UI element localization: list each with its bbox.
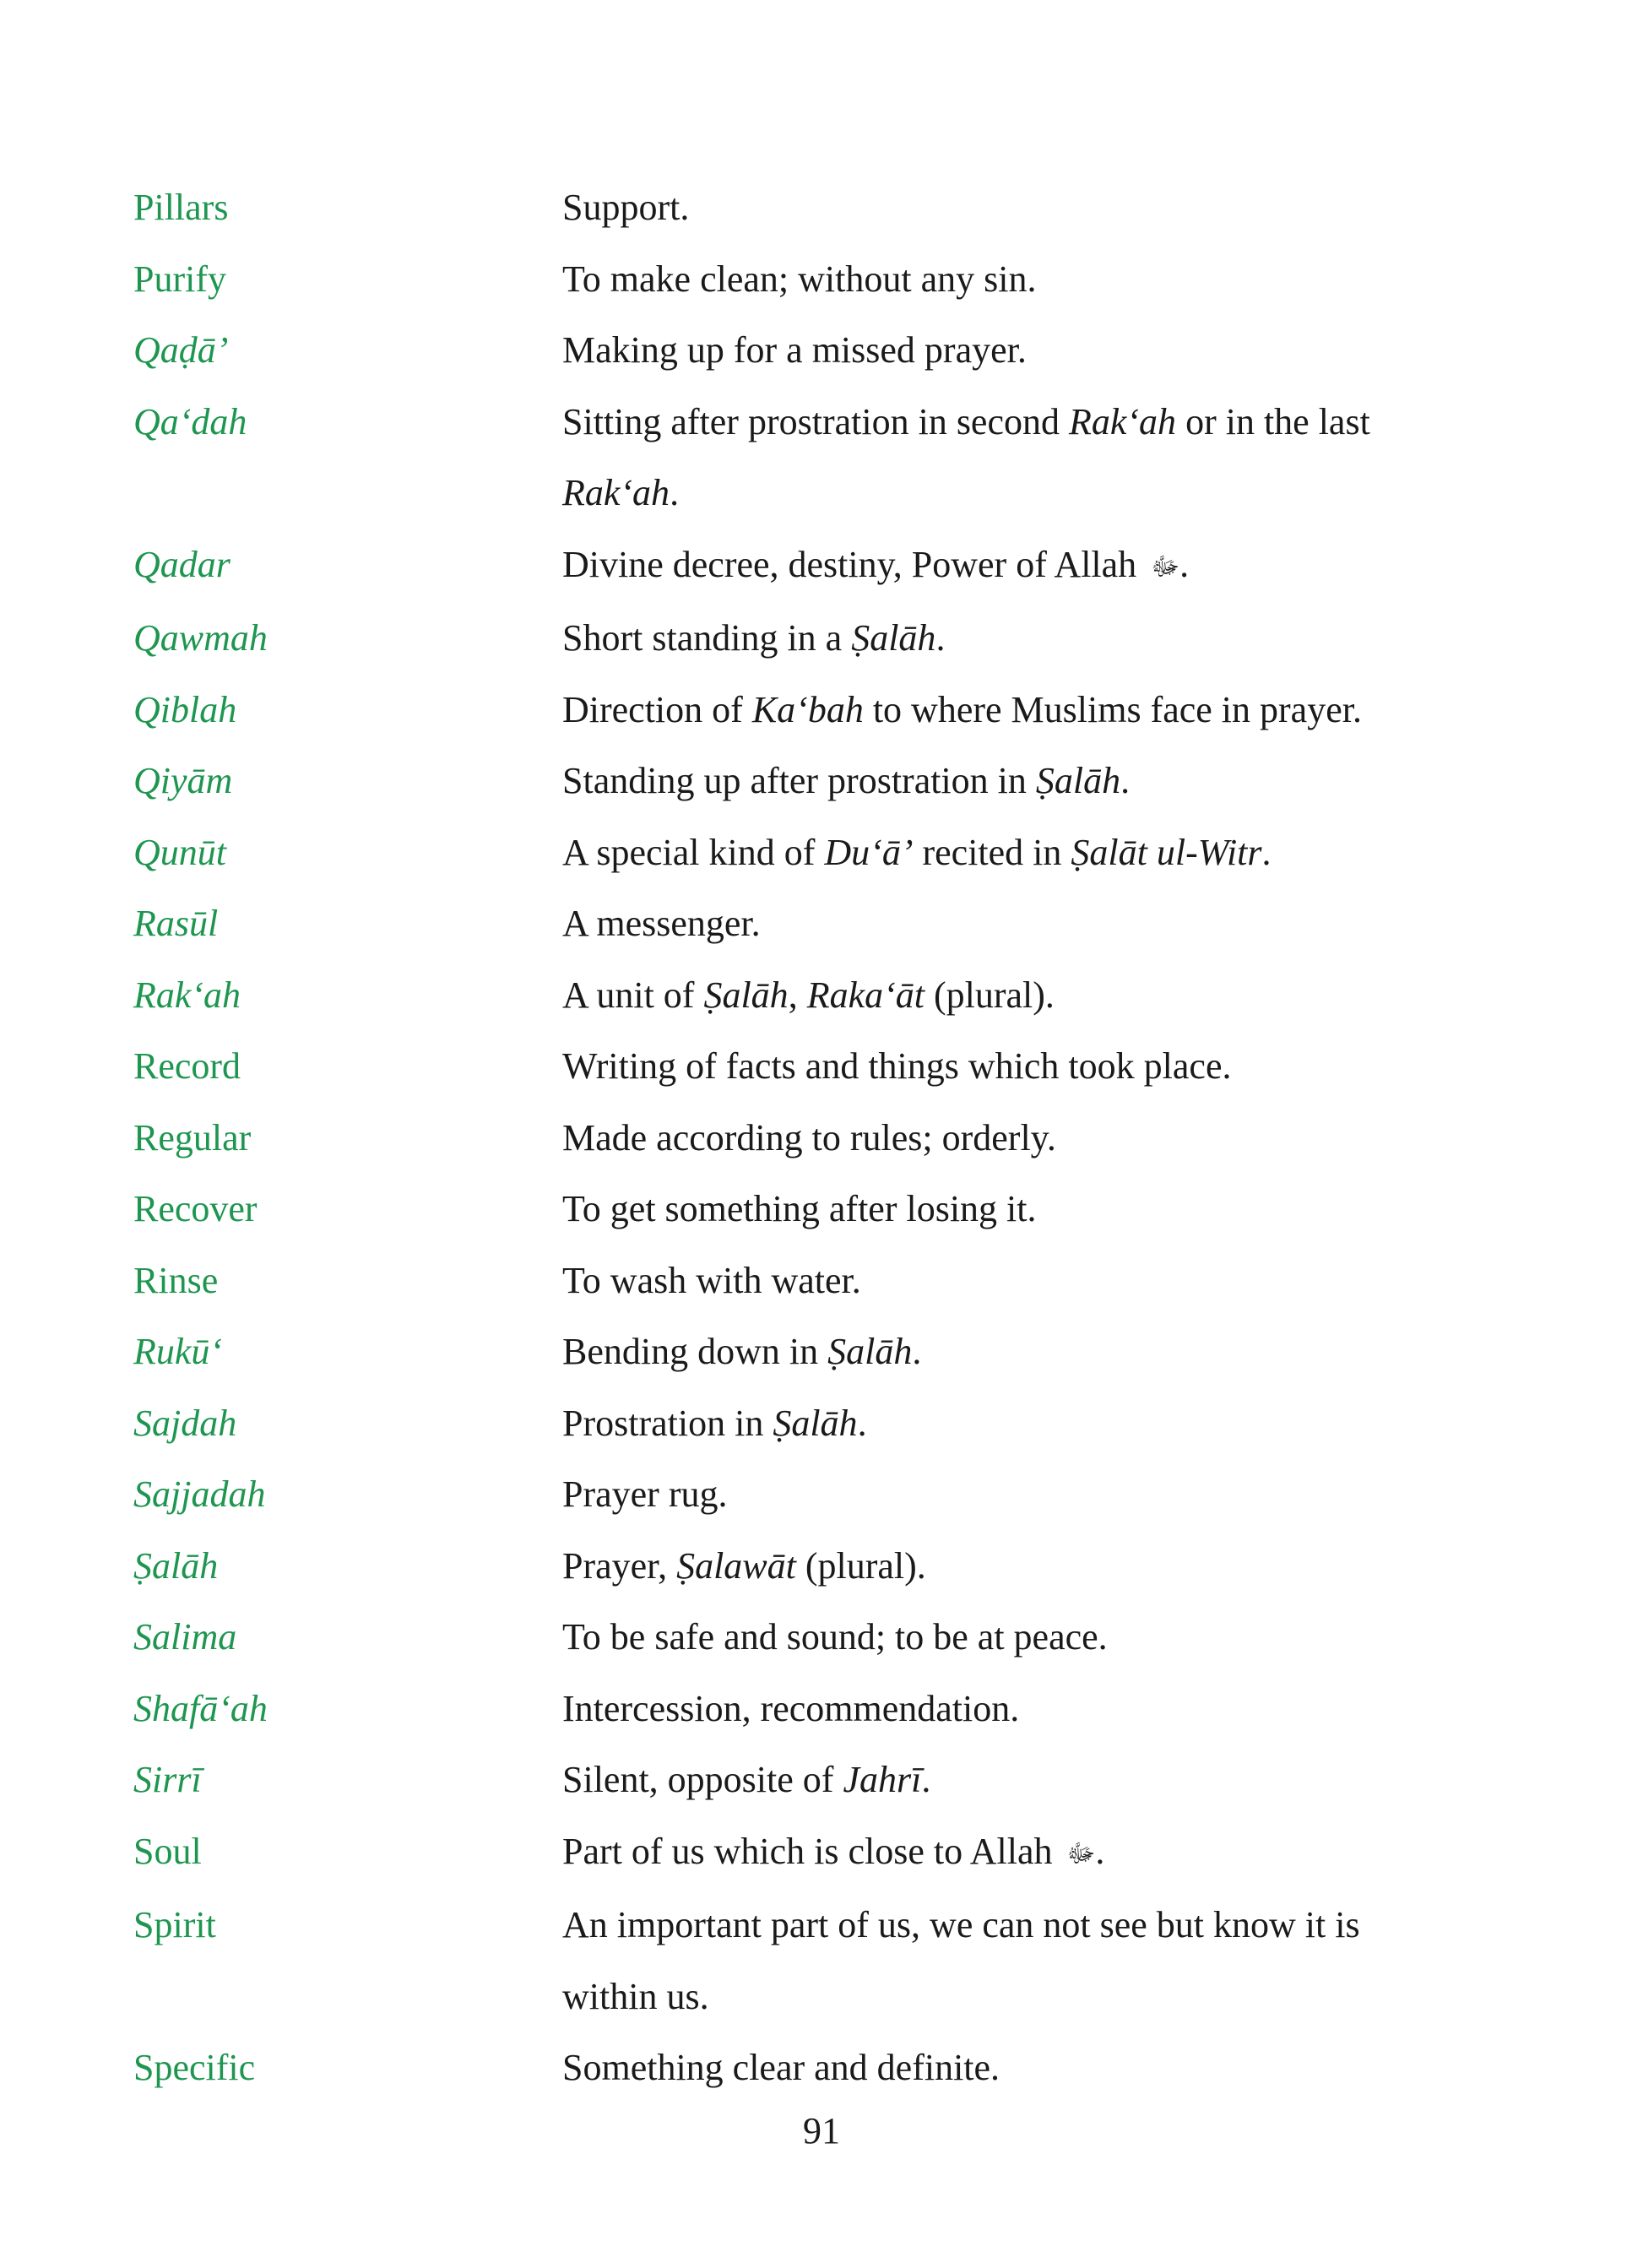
- definition-text: Prostration in: [562, 1402, 773, 1444]
- glossary-entry: [133, 675, 1451, 746]
- definition-text: Short standing in a: [562, 617, 852, 659]
- honorific-seal: ﷻ: [1151, 552, 1180, 581]
- glossary-term: Rukū‘: [133, 1331, 223, 1372]
- glossary-entry: [133, 315, 1451, 387]
- glossary-definition: [562, 1816, 1451, 1891]
- glossary-term: Qiblah: [133, 688, 237, 730]
- honorific-seal: ﷻ: [1066, 1839, 1096, 1868]
- definition-text: Sitting after prostration in second: [562, 400, 1069, 442]
- glossary-entry: [133, 387, 1451, 529]
- definition-text: Raka‘āt: [806, 974, 925, 1016]
- definition-text: Silent, opposite of: [562, 1759, 843, 1800]
- definition-text: To get something after losing it.: [562, 1188, 1037, 1229]
- glossary-term: Qadar: [133, 543, 230, 585]
- glossary-definition: [562, 1744, 1451, 1816]
- glossary-definition: [562, 960, 1451, 1032]
- glossary-entry: [133, 1388, 1451, 1460]
- definition-text: Bending down in: [562, 1331, 828, 1372]
- glossary-definition: [562, 1890, 1451, 2032]
- definition-text: To be safe and sound; to be at peace.: [562, 1616, 1108, 1658]
- glossary-entry: [133, 1316, 1451, 1388]
- glossary-entry: [133, 1890, 1451, 2032]
- definition-text: (plural).: [795, 1544, 926, 1587]
- definition-text: Rak‘ah: [562, 472, 670, 513]
- glossary-list: [133, 172, 1451, 2104]
- definition-text: .: [1179, 543, 1190, 585]
- definition-text: Du‘ā’: [824, 831, 914, 873]
- definition-text: Direction of: [562, 688, 752, 730]
- glossary-term: Ṣalāh: [133, 1544, 219, 1587]
- definition-text: Writing of facts and things which took place.: [562, 1045, 1232, 1087]
- definition-text: Ṣalāh: [703, 974, 789, 1016]
- glossary-definition: [562, 603, 1451, 675]
- glossary-term: Qaḍā’: [133, 329, 229, 371]
- glossary-term: Rasūl: [133, 903, 219, 944]
- glossary-term: Spirit: [133, 1904, 216, 1945]
- glossary-definition: [562, 1103, 1451, 1175]
- glossary-term: Recover: [133, 1188, 258, 1229]
- definition-text: Ṣalāh: [827, 1331, 913, 1372]
- glossary-definition: [562, 172, 1451, 244]
- glossary-definition: [562, 244, 1451, 316]
- definition-text: A messenger.: [562, 903, 761, 944]
- glossary-term: Sajjadah: [133, 1473, 266, 1515]
- page-number: 91: [803, 2110, 840, 2151]
- glossary-definition: [562, 1031, 1451, 1103]
- definition-text: Intercession, recommendation.: [562, 1687, 1020, 1729]
- definition-text: .: [857, 1402, 867, 1444]
- glossary-entry: [133, 1674, 1451, 1745]
- glossary-term: Qunūt: [133, 831, 226, 873]
- glossary-definition: [562, 675, 1451, 746]
- glossary-entry: [133, 1816, 1451, 1891]
- definition-text: .: [935, 617, 946, 659]
- glossary-entry: [133, 1031, 1451, 1103]
- glossary-term: Specific: [133, 2047, 256, 2088]
- glossary-definition: [562, 1602, 1451, 1674]
- definition-text: .: [1261, 831, 1272, 873]
- glossary-definition: [562, 746, 1451, 817]
- glossary-entry: [133, 529, 1451, 604]
- definition-text: Support.: [562, 187, 690, 228]
- glossary-definition: [562, 1459, 1451, 1531]
- glossary-entry: [133, 172, 1451, 244]
- glossary-term: Record: [133, 1045, 241, 1087]
- definition-text: Jahrī: [843, 1759, 922, 1800]
- glossary-term: Pillars: [133, 187, 229, 228]
- definition-text: Something clear and definite.: [562, 2047, 1000, 2088]
- definition-text: Prayer,: [562, 1544, 677, 1587]
- glossary-term: Purify: [133, 258, 226, 300]
- definition-text: A unit of: [562, 974, 704, 1016]
- definition-text: ,: [788, 974, 807, 1016]
- glossary-entry: [133, 1531, 1451, 1603]
- glossary-term: Qa‘dah: [133, 400, 247, 442]
- definition-text: recited in: [913, 831, 1071, 873]
- definition-text: Ṣalāh: [851, 617, 936, 659]
- glossary-definition: [562, 1245, 1451, 1317]
- definition-text: Divine decree, destiny, Power of Allah: [562, 543, 1147, 585]
- glossary-entry: [133, 1744, 1451, 1816]
- definition-text: To make clean; without any sin.: [562, 258, 1037, 300]
- definition-text: Ṣalāh: [1035, 760, 1121, 801]
- definition-text: .: [912, 1331, 922, 1372]
- glossary-term: Regular: [133, 1116, 252, 1158]
- definition-text: An important part of us, we can not see but know it is within us.: [562, 1904, 1360, 2017]
- glossary-entry: [133, 746, 1451, 817]
- glossary-term: Sajdah: [133, 1402, 237, 1444]
- definition-text: .: [670, 472, 680, 513]
- glossary-term: Qawmah: [133, 617, 268, 659]
- definition-text: Made according to rules; orderly.: [562, 1116, 1056, 1158]
- definition-text: Part of us which is close to Allah: [562, 1830, 1062, 1872]
- glossary-term: Rak‘ah: [133, 974, 241, 1016]
- definition-text: Ṣalawāt: [676, 1544, 796, 1587]
- glossary-term: Salima: [133, 1616, 237, 1658]
- glossary-term: Soul: [133, 1830, 202, 1872]
- definition-text: .: [1120, 760, 1131, 801]
- definition-text: Ṣalāt ul-Witr: [1071, 831, 1262, 873]
- glossary-term: Sirrī: [133, 1759, 202, 1800]
- glossary-definition: [562, 387, 1451, 529]
- definition-text: Ka‘bah: [751, 688, 864, 730]
- glossary-definition: [562, 1531, 1451, 1603]
- glossary-entry: [133, 603, 1451, 675]
- glossary-entry: [133, 1245, 1451, 1317]
- glossary-entry: [133, 960, 1451, 1032]
- glossary-entry: [133, 1103, 1451, 1175]
- definition-text: Rak‘ah: [1069, 400, 1177, 442]
- definition-text: Making up for a missed prayer.: [562, 329, 1027, 371]
- definition-text: To wash with water.: [562, 1259, 861, 1301]
- glossary-entry: [133, 244, 1451, 316]
- glossary-definition: [562, 2032, 1451, 2104]
- glossary-definition: [562, 1674, 1451, 1745]
- glossary-entry: [133, 888, 1451, 960]
- definition-text: .: [921, 1759, 931, 1800]
- definition-text: to where Muslims face in prayer.: [863, 688, 1362, 730]
- glossary-entry: [133, 1459, 1451, 1531]
- glossary-entry: [133, 817, 1451, 889]
- definition-text: Ṣalāh: [773, 1402, 858, 1444]
- definition-text: Standing up after prostration in: [562, 760, 1036, 801]
- definition-text: (plural).: [924, 974, 1055, 1016]
- definition-text: .: [1095, 1830, 1105, 1872]
- glossary-definition: [562, 315, 1451, 387]
- glossary-definition: [562, 817, 1451, 889]
- glossary-term: Qiyām: [133, 760, 233, 801]
- glossary-definition: [562, 1174, 1451, 1245]
- glossary-definition: [562, 1388, 1451, 1460]
- glossary-entry: [133, 2032, 1451, 2104]
- glossary-definition: [562, 529, 1451, 604]
- glossary-entry: [133, 1602, 1451, 1674]
- glossary-definition: [562, 888, 1451, 960]
- glossary-definition: [562, 1316, 1451, 1388]
- glossary-term: Rinse: [133, 1259, 219, 1301]
- definition-text: or in the last: [1176, 400, 1370, 442]
- glossary-entry: [133, 1174, 1451, 1245]
- definition-text: Prayer rug.: [562, 1473, 728, 1515]
- glossary-term: Shafā‘ah: [133, 1687, 268, 1729]
- definition-text: A special kind of: [562, 831, 825, 873]
